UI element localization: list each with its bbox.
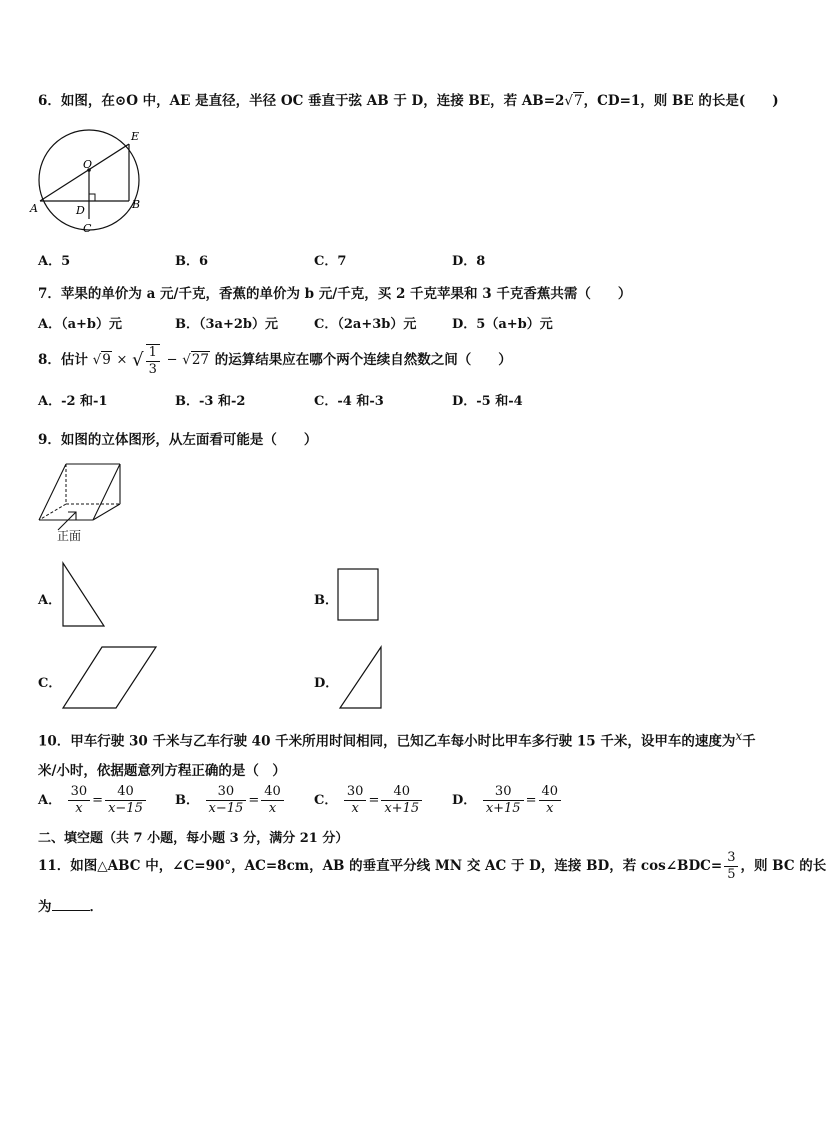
q10b-left-num: 30	[206, 784, 247, 801]
q10d-eq: =	[525, 793, 537, 808]
q10-var: x	[735, 729, 743, 743]
q11-line2	[38, 895, 103, 915]
q7-option-c[interactable]: C．（2a+3b）元	[314, 317, 417, 332]
q10a-right-num: 40	[105, 784, 146, 801]
q10d-left-den: x+15	[485, 801, 521, 816]
q7-stem: 7．苹果的单价为 a 元/千克，香蕉的单价为 b 元/千克，买 2 千克苹果和 3 千克香蕉共需（ ）	[38, 286, 632, 302]
q10c-right-num: 40	[381, 784, 422, 801]
q10c-right-den: x+15	[384, 801, 420, 816]
q10c-eq: =	[368, 793, 380, 808]
q10a-left-den: x	[75, 801, 83, 816]
q10-option-a-label: A．	[38, 793, 62, 808]
q10b-eq: =	[248, 793, 260, 808]
q6-stem: 6．如图，在⊙O 中，AE 是直径，半径 OC 垂直于弦 AB 于 D，连接 BE，若 AB=2√7，CD=1，则 BE 的长是( )	[38, 93, 779, 109]
q7-option-a[interactable]: A．（a+b）元	[38, 317, 122, 332]
q10-line1	[38, 729, 756, 750]
label-e: E	[131, 130, 140, 143]
q9-option-b-label[interactable]: B．	[314, 593, 338, 608]
q9-option-d-label[interactable]: D．	[314, 676, 339, 691]
q6-option-d[interactable]: D．8	[452, 254, 486, 269]
q6-figure	[30, 124, 150, 240]
q11-stem	[38, 849, 826, 883]
q10c-left-den: x	[351, 801, 359, 816]
q8-frac	[146, 344, 160, 378]
q9-option-c-label[interactable]: C．	[38, 676, 62, 691]
q9-front-label: 正面	[57, 529, 82, 543]
q9-option-b-shape[interactable]	[335, 566, 383, 624]
section-2-title: 二、填空题（共 7 小题，每小题 3 分，满分 21 分）	[38, 831, 349, 846]
q10-option-a[interactable]	[38, 784, 148, 817]
q10d-right-den: x	[546, 801, 554, 816]
q8-frac-num: 1	[146, 345, 160, 362]
q8-sqrt27: 27	[191, 352, 209, 368]
q10-option-c-label: C．	[314, 793, 338, 808]
diameter-ae	[40, 144, 129, 201]
label-c: C	[83, 222, 92, 235]
q8-times: ×	[116, 352, 128, 368]
q8-minus: −	[166, 352, 178, 368]
q8-option-c[interactable]: C．-4 和-3	[314, 394, 384, 409]
q11-end: ．	[89, 899, 103, 915]
q6-option-a[interactable]: A．5	[38, 254, 71, 269]
q6-tail: ，CD=1，则 BE 的长是( )	[583, 93, 779, 109]
label-b: B	[132, 198, 141, 211]
q10b-right-num: 40	[261, 784, 284, 801]
q8-option-a[interactable]: A．-2 和-1	[38, 394, 108, 409]
q11-line2-text: 为	[38, 899, 52, 915]
q8-frac-den: 3	[148, 361, 157, 377]
right-angle-mark	[89, 194, 95, 201]
label-a: A	[30, 202, 38, 215]
q6-sqrt: 7	[574, 93, 583, 109]
q10b-right-den: x	[268, 801, 277, 816]
q10-option-d[interactable]	[452, 784, 563, 817]
q10a-left-num: 30	[68, 784, 91, 801]
q10c-left-num: 30	[344, 784, 367, 801]
q10-option-b[interactable]	[175, 784, 286, 817]
q10-line1-text: 10．甲车行驶 30 千米与乙车行驶 40 千米所用时间相同，已知乙车每小时比甲车多行驶 15 千米，设甲车的速度为	[38, 733, 736, 750]
q10a-eq: =	[92, 793, 104, 808]
q9-option-c-shape[interactable]	[60, 644, 160, 712]
q7-option-d[interactable]: D．5（a+b）元	[452, 317, 553, 332]
q10d-left-num: 30	[483, 784, 524, 801]
q10d-right-num: 40	[539, 784, 562, 801]
q8-stem: 8．估计 √9 × √ $\frac{1}{3}$ − √27 的运算结果应在哪个两个连续自然数之间（ ）	[38, 344, 512, 377]
q9-option-a-shape[interactable]	[60, 560, 110, 630]
q11-frac-den: 5	[727, 867, 736, 882]
q10b-left-den: x−15	[208, 801, 244, 816]
q8-option-d[interactable]: D．-5 和-4	[452, 394, 523, 409]
q11-answer-blank[interactable]	[52, 898, 90, 911]
q6-text: 6．如图，在⊙O 中，AE 是直径，半径 OC 垂直于弦 AB 于 D，连接 BE，若 AB=2	[38, 93, 565, 109]
q10a-right-den: x−15	[108, 801, 143, 816]
q10-option-c[interactable]	[314, 784, 424, 817]
q11-tail: ，则 BC 的长	[740, 858, 826, 874]
q8-prefix: 8．估计	[38, 352, 88, 368]
q9-option-a-label[interactable]: A．	[38, 593, 62, 608]
label-d: D	[76, 204, 85, 217]
q10-line2: 米/小时，依据题意列方程正确的是（ ）	[38, 763, 286, 779]
q10-option-d-label: D．	[452, 793, 477, 808]
q9-solid-figure	[36, 458, 136, 548]
q6-option-b[interactable]: B．6	[175, 254, 209, 269]
q7-option-b[interactable]: B．（3a+2b）元	[175, 317, 278, 332]
q10-option-b-label: B．	[175, 793, 199, 808]
q8-suffix: 的运算结果应在哪个两个连续自然数之间（ ）	[214, 352, 512, 368]
label-o: O	[83, 158, 93, 171]
q8-sqrt9: 9	[102, 352, 111, 368]
q11-text: 11．如图△ABC 中，∠C=90°，AC=8cm，AB 的垂直平分线 MN 交 AC 于 D，连接 BD，若 cos∠BDC=	[38, 858, 723, 874]
q10-line1-tail: 千	[742, 733, 756, 750]
q8-option-b[interactable]: B．-3 和-2	[175, 394, 246, 409]
q11-frac-num: 3	[724, 850, 738, 867]
q9-stem: 9．如图的立体图形，从左面看可能是（ ）	[38, 432, 318, 448]
q9-option-d-shape[interactable]	[337, 644, 387, 712]
q6-option-c[interactable]: C．7	[314, 254, 347, 269]
